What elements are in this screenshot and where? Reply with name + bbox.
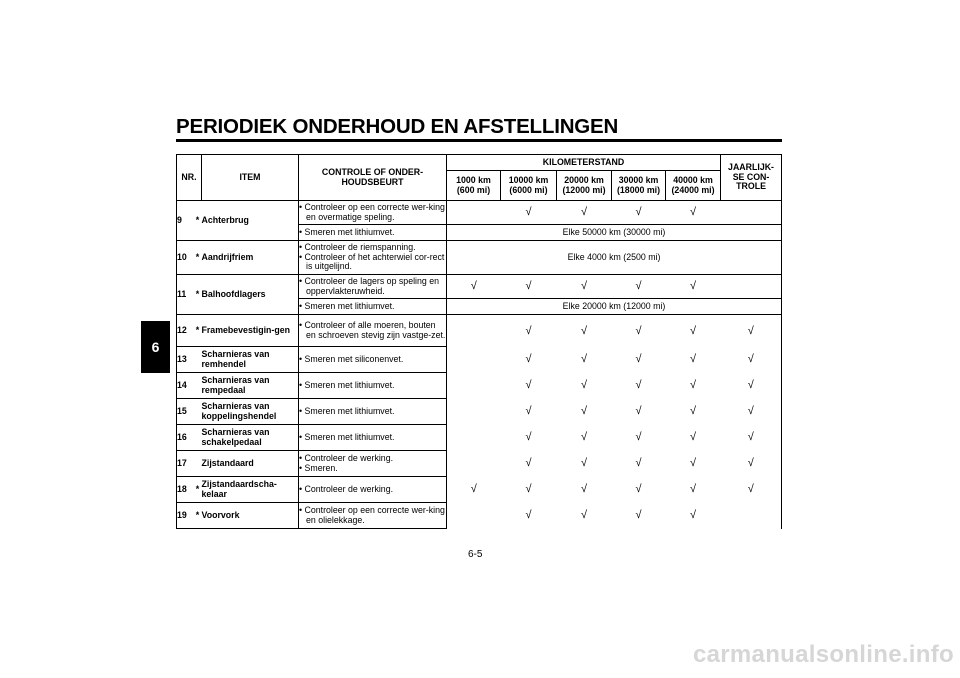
header-interval	[666, 171, 721, 201]
dealer-service-star: *	[194, 315, 202, 347]
control-bullet: • Controleer op een correcte wer-king en olielekkage.	[299, 504, 445, 525]
control-bullet: • Controleer of alle moeren, bouten en schroeven stevig zijn vastge-zet.	[299, 319, 446, 340]
check-mark: √	[689, 509, 697, 522]
table-row	[177, 347, 782, 373]
header-interval-line: 10000 km	[508, 174, 549, 185]
table-row	[177, 201, 782, 225]
control-cell	[299, 399, 447, 425]
check-mark	[447, 201, 501, 225]
check-mark: √	[721, 347, 782, 373]
check-mark	[447, 315, 501, 347]
check-mark: √	[525, 509, 532, 522]
check-mark	[447, 399, 501, 425]
row-number: 9	[177, 201, 194, 241]
check-mark: √	[635, 379, 642, 392]
item-name: Scharnieras van schakelpedaal	[202, 425, 299, 451]
header-nr: NR.	[177, 155, 202, 201]
check-mark: √	[580, 379, 588, 392]
check-mark: √	[689, 353, 697, 366]
control-bullet: • Controleer de lagers op speling en oppervlakteruwheid.	[299, 275, 440, 296]
dealer-service-star: *	[194, 241, 202, 275]
check-mark	[721, 503, 782, 529]
check-mark: √	[689, 431, 697, 444]
check-mark: √	[525, 431, 532, 444]
control-bullet: • Smeren met siliconenvet.	[299, 353, 404, 364]
check-mark	[447, 347, 501, 373]
check-mark: √	[525, 206, 532, 219]
check-mark: √	[580, 353, 588, 366]
table-row	[177, 425, 782, 451]
row-number: 17	[177, 451, 194, 477]
dealer-service-star: *	[194, 275, 202, 315]
check-mark: √	[635, 353, 642, 366]
control-cell	[299, 299, 447, 315]
header-interval	[557, 171, 612, 201]
header-km-group: KILOMETERSTAND	[447, 155, 721, 171]
item-name: Scharnieras van remhendel	[202, 347, 299, 373]
check-mark: √	[635, 206, 642, 219]
dealer-service-star: *	[194, 503, 202, 529]
check-mark: √	[635, 431, 642, 444]
row-number: 15	[177, 399, 194, 425]
table-row	[177, 315, 782, 347]
control-cell	[299, 275, 447, 299]
check-mark	[721, 201, 782, 225]
table-row	[177, 477, 782, 503]
header-interval-line: (6000 mi)	[509, 184, 548, 195]
check-mark: √	[525, 353, 532, 366]
control-bullet: • Smeren met lithiumvet.	[299, 226, 395, 237]
check-mark	[447, 503, 501, 529]
control-bullet: • Controleer op een correcte wer-king en overmatige speling.	[299, 201, 445, 222]
check-mark: √	[721, 451, 782, 477]
control-bullet: • Smeren met lithiumvet.	[299, 431, 395, 442]
row-number: 11	[177, 275, 194, 315]
header-interval-line: (600 mi)	[456, 184, 491, 195]
row-number: 12	[177, 315, 194, 347]
check-mark: √	[580, 483, 588, 496]
dealer-service-star: *	[194, 477, 202, 503]
dealer-service-star	[194, 451, 202, 477]
check-mark: √	[580, 206, 588, 219]
control-cell	[299, 425, 447, 451]
control-cell	[299, 201, 447, 225]
dealer-service-star	[194, 425, 202, 451]
check-mark: √	[721, 425, 782, 451]
check-mark	[447, 425, 501, 451]
check-mark: √	[689, 324, 697, 337]
watermark: carmanualsonline.info	[692, 641, 954, 668]
control-cell	[299, 241, 447, 275]
item-name: Zijstandaardscha-kelaar	[202, 477, 299, 503]
dealer-service-star	[194, 347, 202, 373]
item-name: Framebevestigin-gen	[202, 315, 299, 347]
control-bullet: • Controleer de werking.	[299, 452, 394, 463]
control-bullet: • Controleer of het achterwiel cor-rect is uitgelijnd.	[299, 251, 445, 272]
check-mark: √	[447, 477, 501, 503]
item-name: Achterbrug	[202, 201, 299, 241]
table-row	[177, 373, 782, 399]
header-annual-line: TROLE	[736, 181, 766, 192]
header-control-line: CONTROLE OF ONDER-	[321, 166, 424, 177]
control-cell	[299, 225, 447, 241]
check-mark: √	[635, 324, 642, 337]
header-interval-line: 30000 km	[618, 174, 659, 185]
header-interval-line: 20000 km	[564, 174, 604, 185]
check-mark	[447, 373, 501, 399]
item-name: Zijstandaard	[202, 451, 299, 477]
dealer-service-star	[194, 373, 202, 399]
row-number: 13	[177, 347, 194, 373]
check-mark: √	[721, 399, 782, 425]
check-mark: √	[580, 324, 588, 337]
interval-span-note: Elke 4000 km (2500 mi)	[447, 241, 782, 275]
control-bullet: • Controleer de riemspanning.	[299, 241, 416, 252]
control-bullet: • Smeren met lithiumvet.	[299, 300, 395, 311]
header-interval-line: (12000 mi)	[562, 184, 606, 195]
table-row	[177, 451, 782, 477]
header-item: ITEM	[202, 155, 299, 201]
header-interval	[447, 171, 501, 201]
item-name: Scharnieras van koppelingshendel	[202, 399, 299, 425]
control-cell	[299, 477, 447, 503]
page-title: PERIODIEK ONDERHOUD EN AFSTELLINGEN	[176, 115, 619, 138]
row-number: 16	[177, 425, 194, 451]
check-mark: √	[580, 280, 588, 293]
check-mark: √	[635, 405, 642, 418]
check-mark: √	[689, 483, 697, 496]
header-interval-line: (18000 mi)	[616, 184, 661, 195]
control-bullet: • Smeren met lithiumvet.	[299, 379, 395, 390]
check-mark: √	[580, 405, 588, 418]
check-mark: √	[635, 280, 642, 293]
header-annual-line: JAARLIJK-	[728, 161, 774, 172]
row-number: 19	[177, 503, 194, 529]
dealer-service-star	[194, 399, 202, 425]
control-bullet: • Smeren met lithiumvet.	[299, 405, 395, 416]
check-mark: √	[721, 373, 782, 399]
title-underline	[176, 139, 782, 142]
check-mark: √	[689, 206, 697, 219]
header-interval	[501, 171, 557, 201]
check-mark: √	[525, 457, 532, 470]
check-mark: √	[525, 280, 532, 293]
header-interval	[612, 171, 666, 201]
check-mark: √	[580, 509, 588, 522]
check-mark: √	[721, 477, 782, 503]
page-number: 6-5	[468, 549, 483, 560]
check-mark: √	[689, 280, 697, 293]
check-mark: √	[635, 483, 642, 496]
control-cell	[299, 315, 447, 347]
table-row	[177, 241, 782, 275]
control-bullet: • Smeren.	[299, 462, 338, 473]
item-name: Aandrijfriem	[202, 241, 299, 275]
check-mark	[447, 451, 501, 477]
control-cell	[299, 347, 447, 373]
check-mark: √	[580, 457, 588, 470]
check-mark: √	[635, 457, 642, 470]
check-mark: √	[580, 431, 588, 444]
header-interval-line: (24000 mi)	[671, 184, 715, 195]
check-mark	[721, 275, 782, 299]
check-mark: √	[525, 379, 532, 392]
check-mark: √	[689, 457, 697, 470]
row-number: 14	[177, 373, 194, 399]
control-cell	[299, 451, 447, 477]
row-number: 18	[177, 477, 194, 503]
table-row	[177, 503, 782, 529]
check-mark: √	[525, 405, 532, 418]
row-number: 10	[177, 241, 194, 275]
check-mark: √	[447, 275, 501, 299]
check-mark: √	[689, 379, 697, 392]
item-name: Balhoofdlagers	[202, 275, 299, 315]
control-bullet: • Controleer de werking.	[299, 483, 394, 494]
interval-span-note: Elke 50000 km (30000 mi)	[447, 225, 782, 241]
check-mark: √	[635, 509, 642, 522]
check-mark: √	[689, 405, 697, 418]
interval-span-note: Elke 20000 km (12000 mi)	[447, 299, 782, 315]
maintenance-table	[176, 154, 782, 529]
header-interval-line: 40000 km	[673, 174, 713, 185]
header-control-line: HOUDSBEURT	[341, 176, 404, 187]
item-name: Voorvork	[202, 503, 299, 529]
control-cell	[299, 373, 447, 399]
chapter-tab: 6	[141, 321, 170, 373]
header-annual-check	[721, 155, 782, 201]
check-mark: √	[525, 324, 532, 337]
header-annual-line: SE CON-	[732, 171, 770, 182]
item-name: Scharnieras van rempedaal	[202, 373, 299, 399]
check-mark: √	[721, 315, 782, 347]
check-mark: √	[525, 483, 532, 496]
dealer-service-star: *	[194, 201, 202, 241]
table-row	[177, 275, 782, 299]
header-interval-line: 1000 km	[456, 174, 491, 185]
table-row	[177, 399, 782, 425]
header-control	[299, 155, 447, 201]
control-cell	[299, 503, 447, 529]
